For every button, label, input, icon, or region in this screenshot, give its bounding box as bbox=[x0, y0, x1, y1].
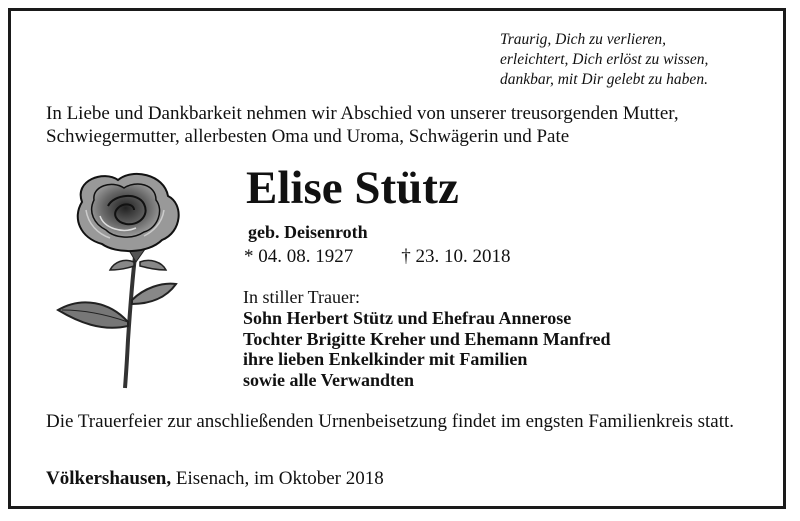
town-name: Völkershausen, bbox=[46, 468, 172, 489]
maiden-name: geb. Deisenroth bbox=[248, 222, 368, 242]
rose-icon bbox=[52, 170, 202, 395]
mourner-line: ihre lieben Enkelkinder mit Familien bbox=[243, 349, 528, 369]
memorial-quote bbox=[500, 30, 760, 90]
place-and-date bbox=[46, 468, 384, 490]
deceased-name: Elise Stütz bbox=[246, 162, 459, 214]
life-dates bbox=[244, 246, 511, 268]
mourner-line: sowie alle Verwandten bbox=[243, 369, 414, 390]
mourner-line: Tochter Brigitte Kreher und Ehemann Manfred bbox=[243, 328, 611, 349]
quote-line: Traurig, Dich zu verlieren, bbox=[500, 31, 667, 48]
ceremony-notice: Die Trauerfeier zur anschließenden Urnenbeisetzung findet im engsten Familienkreis statt. bbox=[46, 411, 735, 432]
mourners-list bbox=[243, 308, 611, 390]
mourner-line: Sohn Herbert Stütz und Ehefrau Annerose bbox=[243, 308, 572, 328]
quote-line: erleichtert, Dich erlöst zu wissen, bbox=[500, 51, 709, 68]
intro-text bbox=[46, 102, 766, 148]
quote-line: dankbar, mit Dir gelebt zu haben. bbox=[500, 71, 708, 88]
intro-line: In Liebe und Dankbarkeit nehmen wir Abschied von unserer treusorgenden Mutter, bbox=[46, 103, 679, 124]
intro-line: Schwiegermutter, allerbesten Oma und Uroma, Schwägerin und Pate bbox=[46, 126, 570, 147]
place-rest: Eisenach, im Oktober 2018 bbox=[171, 468, 384, 489]
death-date: † 23. 10. 2018 bbox=[401, 246, 511, 267]
mourners-heading: In stiller Trauer: bbox=[243, 287, 360, 307]
birth-date: * 04. 08. 1927 bbox=[244, 246, 354, 267]
